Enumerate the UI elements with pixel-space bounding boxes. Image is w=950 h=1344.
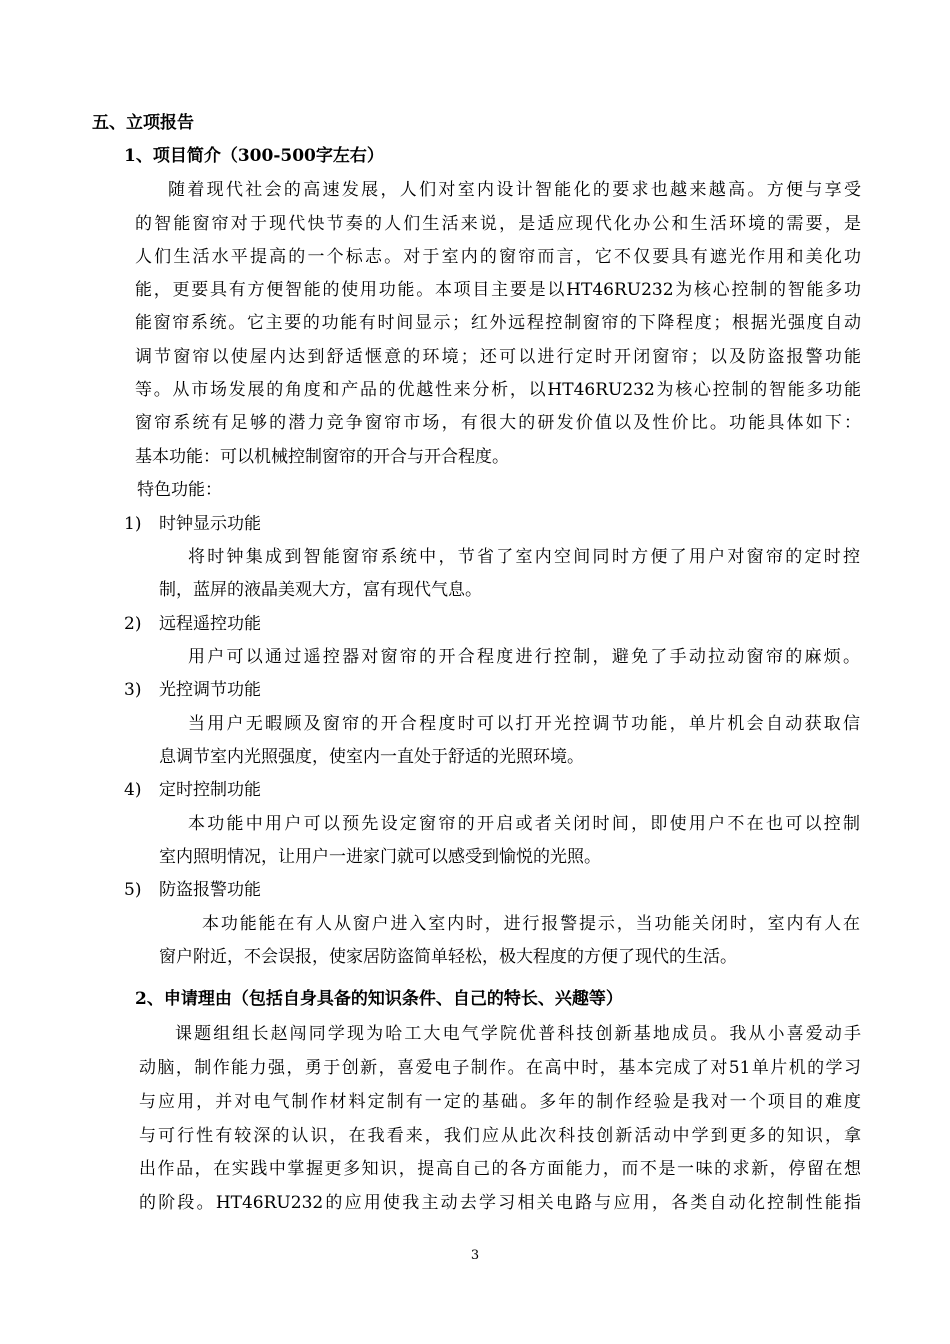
feature-title: 防盗报警功能 [159, 880, 261, 900]
paragraph-line: 基本功能：可以机械控制窗帘的开合与开合程度。 [135, 447, 509, 467]
feature-number: 5) [124, 880, 142, 900]
feature-description: 本功能中用户可以预先设定窗帘的开启或者关闭时间，即使用户不在也可以控制 [188, 814, 860, 834]
feature-description: 本功能能在有人从窗户进入室内时，进行报警提示，当功能关闭时，室内有人在 [202, 914, 860, 934]
feature-title: 光控调节功能 [159, 680, 261, 700]
paragraph-line: 出作品，在实践中掌握更多知识，提高自己的各方面能力，而不是一味的求新，停留在想 [139, 1159, 861, 1179]
feature-number: 2) [124, 614, 142, 634]
special-features-label: 特色功能： [137, 480, 222, 500]
feature-description: 将时钟集成到智能窗帘系统中，节省了室内空间同时方便了用户对窗帘的定时控 [188, 547, 860, 567]
paragraph-line: 人们生活水平提高的一个标志。对于室内的窗帘而言，它不仅要具有遮光作用和美化功 [135, 247, 861, 267]
feature-title: 时钟显示功能 [159, 514, 261, 534]
paragraph-line: 随着现代社会的高速发展，人们对室内设计智能化的要求也越来越高。方便与享受 [168, 180, 861, 200]
feature-title: 定时控制功能 [159, 780, 261, 800]
feature-number: 1) [124, 514, 142, 534]
section-title: 五、立项报告 [92, 113, 194, 133]
paragraph-line: 与应用，并对电气制作材料定制有一定的基础。多年的制作经验是我对一个项目的难度 [139, 1092, 861, 1112]
feature-title: 远程遥控功能 [159, 614, 261, 634]
section-1-heading: 1、项目简介（300-500字左右） [124, 146, 384, 166]
feature-description: 窗户附近，不会误报，使家居防盗简单轻松，极大程度的方便了现代的生活。 [159, 947, 737, 967]
feature-description: 室内照明情况，让用户一进家门就可以感受到愉悦的光照。 [159, 847, 601, 867]
paragraph-line: 调节窗帘以使屋内达到舒适惬意的环境；还可以进行定时开闭窗帘；以及防盗报警功能 [135, 347, 861, 367]
feature-number: 4) [124, 780, 142, 800]
feature-description: 用户可以通过遥控器对窗帘的开合程度进行控制，避免了手动拉动窗帘的麻烦。 [188, 647, 860, 667]
feature-description: 息调节室内光照强度，使室内一直处于舒适的光照环境。 [159, 747, 584, 767]
paragraph-line: 动脑，制作能力强，勇于创新，喜爱电子制作。在高中时，基本完成了对51单片机的学习 [139, 1058, 861, 1078]
paragraph-line: 等。从市场发展的角度和产品的优越性来分析，以HT46RU232为核心控制的智能多功能 [135, 380, 861, 400]
feature-description: 当用户无暇顾及窗帘的开合程度时可以打开光控调节功能，单片机会自动获取信 [188, 714, 860, 734]
page-number: 3 [470, 1248, 480, 1263]
paragraph-line: 与可行性有较深的认识，在我看来，我们应从此次科技创新活动中学到更多的知识，拿 [139, 1126, 861, 1146]
paragraph-line: 的智能窗帘对于现代快节奏的人们生活来说，是适应现代化办公和生活环境的需要，是 [135, 214, 861, 234]
paragraph-line: 能窗帘系统。它主要的功能有时间显示；红外远程控制窗帘的下降程度；根据光强度自动 [135, 313, 861, 333]
feature-description: 制，蓝屏的液晶美观大方，富有现代气息。 [159, 580, 482, 600]
section-2-heading: 2、申请理由（包括自身具备的知识条件、自己的特长、兴趣等） [135, 989, 623, 1009]
paragraph-line: 能，更要具有方便智能的使用功能。本项目主要是以HT46RU232为核心控制的智能多功 [135, 280, 861, 300]
feature-number: 3) [124, 680, 142, 700]
paragraph-line: 窗帘系统有足够的潜力竞争窗帘市场，有很大的研发价值以及性价比。功能具体如下： [135, 413, 861, 433]
paragraph-line: 课题组组长赵闯同学现为哈工大电气学院优普科技创新基地成员。我从小喜爱动手 [175, 1024, 861, 1044]
paragraph-line: 的阶段。HT46RU232的应用使我主动去学习相关电路与应用，各类自动化控制性能指 [139, 1193, 861, 1213]
